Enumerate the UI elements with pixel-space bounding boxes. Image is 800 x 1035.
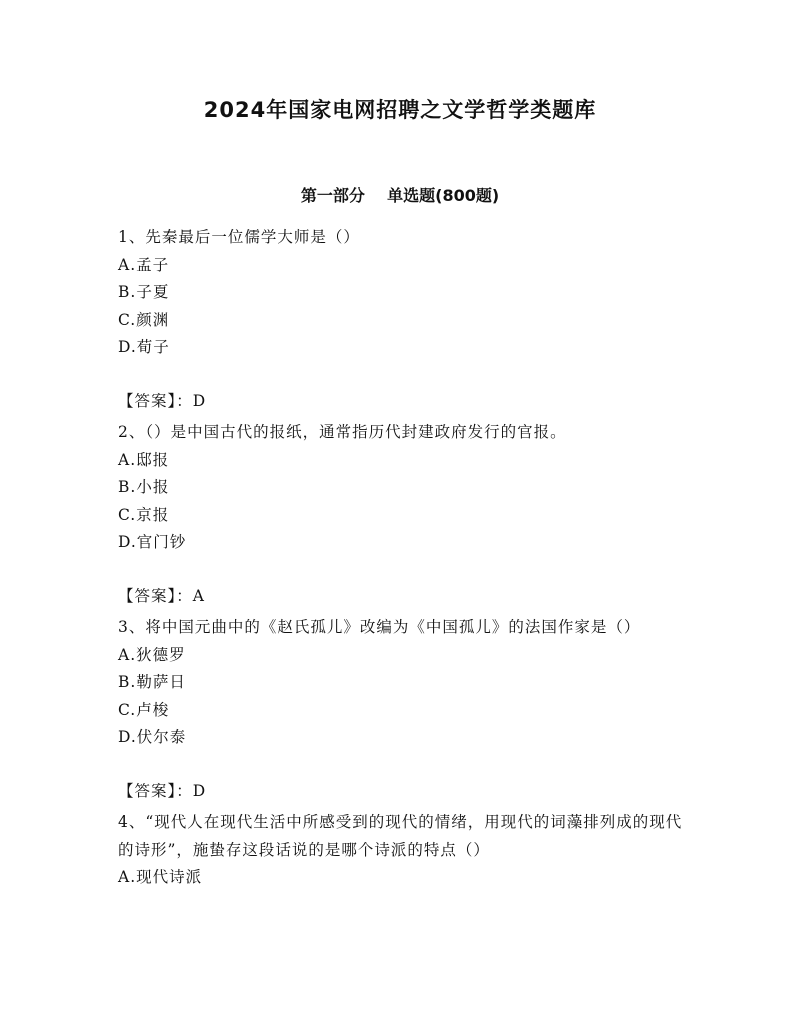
question-1 xyxy=(118,224,688,415)
question-text: 1、先秦最后一位儒学大师是（） xyxy=(118,228,360,246)
option-c: C.颜渊 xyxy=(118,310,170,329)
option-d: D.荀子 xyxy=(118,338,170,356)
answer-label: 【答案】：D xyxy=(118,391,207,410)
option-c: C.京报 xyxy=(118,505,170,524)
question-2 xyxy=(118,419,688,610)
option-a: A.孟子 xyxy=(118,255,170,274)
document-title: 2024年国家电网招聘之文学哲学类题库 xyxy=(203,98,597,122)
question-text: 2、（）是中国古代的报纸，通常指历代封建政府发行的官报。 xyxy=(118,423,567,441)
question-list xyxy=(118,224,688,892)
option-a: A.邸报 xyxy=(118,450,170,469)
option-b: B.子夏 xyxy=(118,283,170,301)
question-text: 4、“现代人在现代生活中所感受到的现代的情绪，用现代的词藻排列成的现代的诗形”，施蛰存这段话说的是哪个诗派的特点（） xyxy=(118,813,683,859)
option-a: A.现代诗派 xyxy=(118,868,203,886)
option-d: D.官门钞 xyxy=(118,533,187,551)
option-c: C.卢梭 xyxy=(118,700,170,719)
option-a: A.狄德罗 xyxy=(118,645,186,664)
option-b: B.小报 xyxy=(118,478,170,496)
answer-label: 【答案】：A xyxy=(118,586,205,605)
question-text: 3、将中国元曲中的《赵氏孤儿》改编为《中国孤儿》的法国作家是（） xyxy=(118,618,641,636)
option-d: D.伏尔泰 xyxy=(118,728,187,746)
option-b: B.勒萨日 xyxy=(118,673,186,691)
question-4 xyxy=(118,809,688,892)
section-title: 第一部分 单选题(800题) xyxy=(300,186,500,205)
question-3 xyxy=(118,614,688,805)
answer-label: 【答案】：D xyxy=(118,781,207,800)
